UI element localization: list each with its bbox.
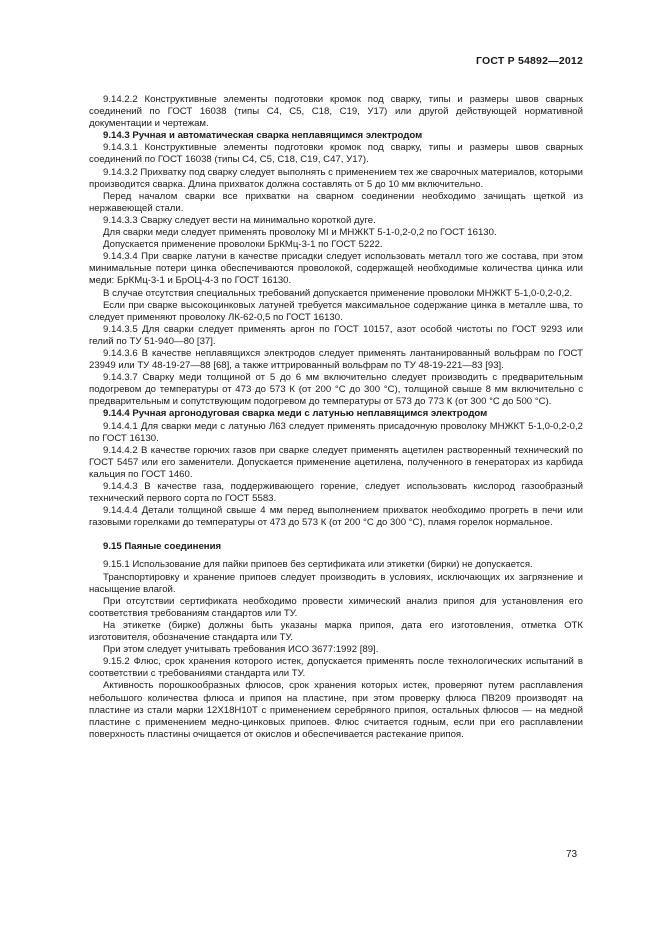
section-heading: 9.15 Паяные соединения (103, 541, 222, 553)
paragraph: При отсутствии сертификата необходимо провести химический анализ припоя для установления его соответствия требованиям стандартов или ТУ. (89, 595, 583, 619)
document-body (89, 94, 583, 741)
paragraph: 9.14.2.2 Конструктивные элементы подготовки кромок под сварку, типы и размеры швов сварных соединений по ГОСТ 16038 (типы С4, С5, С18, С19, У17) или другой действующей нормативной документации и чертежам. (89, 94, 583, 130)
paragraph: На этикетке (бирке) должны быть указаны марка припоя, дата его изготовления, отметка ОТК изготовителя, обозначение стандарта или ТУ. (89, 619, 583, 644)
paragraph: 9.14.4.2 В качестве горючих газов при сварке следует применять ацетилен растворенный технический по ГОСТ 5457 или его заменители. Допускается применение ацетилена, полученного в генераторах из карбида кальция по ГОСТ 1460. (89, 444, 583, 480)
document-header: ГОСТ Р 54892—2012 (475, 55, 583, 67)
paragraph: 9.14.3.6 В качестве неплавящихся электродов следует применять лантанированный вольфрам по ГОСТ 23949 или ТУ 48-19-27—88 [68], а также иттрированный вольфрам по ТУ 48-19-221—83 [93]. (89, 347, 583, 372)
paragraph: 9.14.3.4 При сварке латуни в качестве присадки следует использовать металл того же состава, при этом минимальные потери цинка обеспечиваются проволокой, содержащей необходимые количества цинка или меди: БрКМц-3-1 и БрОЦ-4-3 по ГОСТ 16130. (89, 251, 583, 287)
paragraph: 9.14.4.1 Для сварки меди с латунью Л63 следует применять присадочную проволоку МНЖКТ 5-1,0-0,2-0,2 по ГОСТ 16130. (89, 420, 583, 444)
paragraph: При этом следует учитывать требования ИСО 3677:1992 [89]. (103, 644, 379, 656)
paragraph: 9.14.3.2 Прихватку под сварку следует выполнять с применением тех же сварочных материалов, которыми производится сварка. Длина прихваток должна составлять от 5 до 10 мм включительно. (89, 166, 583, 190)
paragraph: 9.14.4.3 В качестве газа, поддерживающего горение, следует использовать кислород газообразный технический первого сорта по ГОСТ 5583. (89, 481, 583, 505)
paragraph: 9.14.3.3 Сварку следует вести на минимально короткой дуге. (103, 214, 376, 226)
paragraph: Активность порошкообразных флюсов, срок хранения которых истек, проверяют путем расплавления небольшого количества флюса и припоя на пластине, при этом проверку флюса ПВ209 производят на пластине из стали марки 12Х18Н10Т с применением серебряного припоя, остальных флюсов — на медной пластине с применением медно-цинковых припоев. Флюс считается годным, если при его расплавлении поверхность пластины очищается от окислов и обеспечивается растекание припоя. (89, 680, 583, 740)
paragraph: 9.14.3.1 Конструктивные элементы подготовки кромок под сварку, типы и размеры швов сварных соединений по ГОСТ 16038 (типы С4, С5, С18, С19, С47, У17). (89, 142, 583, 166)
paragraph: Если при сварке высокоцинковых латуней требуется максимальное содержание цинка в металле шва, то следует применяют проволоку ЛК-62-0,5 по ГОСТ 16130. (89, 299, 583, 323)
paragraph: 9.14.3.7 Сварку меди толщиной от 5 до 6 мм включительно следует производить с предварительным подогревом до температуры от 473 до 573 К (от 200 °С до 300 °С), толщиной свыше 8 мм включительно с предварительным и сопутствующим подогревом до температуры от 573 до 773 К (от 300 °С до 500 °С). (89, 372, 583, 408)
paragraph: Транспортировку и хранение припоев следует производить в условиях, исключающих их загрязнение и насыщение влагой. (89, 571, 583, 595)
paragraph: Перед началом сварки все прихватки на сварном соединении необходимо зачищать щеткой из нержавеющей стали. (89, 190, 583, 214)
subsection-heading: 9.14.3 Ручная и автоматическая сварка неплавящимся электродом (103, 130, 423, 142)
subsection-heading: 9.14.4 Ручная аргонодуговая сварка меди с латунью неплавящимся электродом (103, 408, 488, 420)
paragraph: 9.14.4.4 Детали толщиной свыше 4 мм перед выполнением прихваток необходимо прогреть в печи или газовыми горелками до температуры от 473 до 573 К (от 200 °С до 300 °С), пламя горелок нормальное. (89, 505, 583, 529)
page-number: 73 (566, 849, 578, 860)
paragraph: 9.15.2 Флюс, срок хранения которого истек, допускается применять после технологических испытаний в соответствии с требованиями стандарта или ТУ. (89, 656, 583, 680)
paragraph: В случае отсутствия специальных требований допускается применение проволоки МНЖКТ 5-1,0-0,2-0,2. (103, 287, 573, 299)
paragraph: 9.15.1 Использование для пайки припоев без сертификата или этикетки (бирки) не допускается. (103, 559, 533, 571)
paragraph: Для сварки меди следует применять проволоку МI и МНЖКТ 5-1-0,2-0,2 по ГОСТ 16130. (103, 227, 497, 239)
paragraph: 9.14.3.5 Для сварки следует применять аргон по ГОСТ 10157, азот особой чистоты по ГОСТ 9293 или гелий по ТУ 51-940—80 [37]. (89, 323, 583, 347)
paragraph: Допускается применение проволоки БрКМц-3-1 по ГОСТ 5222. (103, 239, 383, 251)
